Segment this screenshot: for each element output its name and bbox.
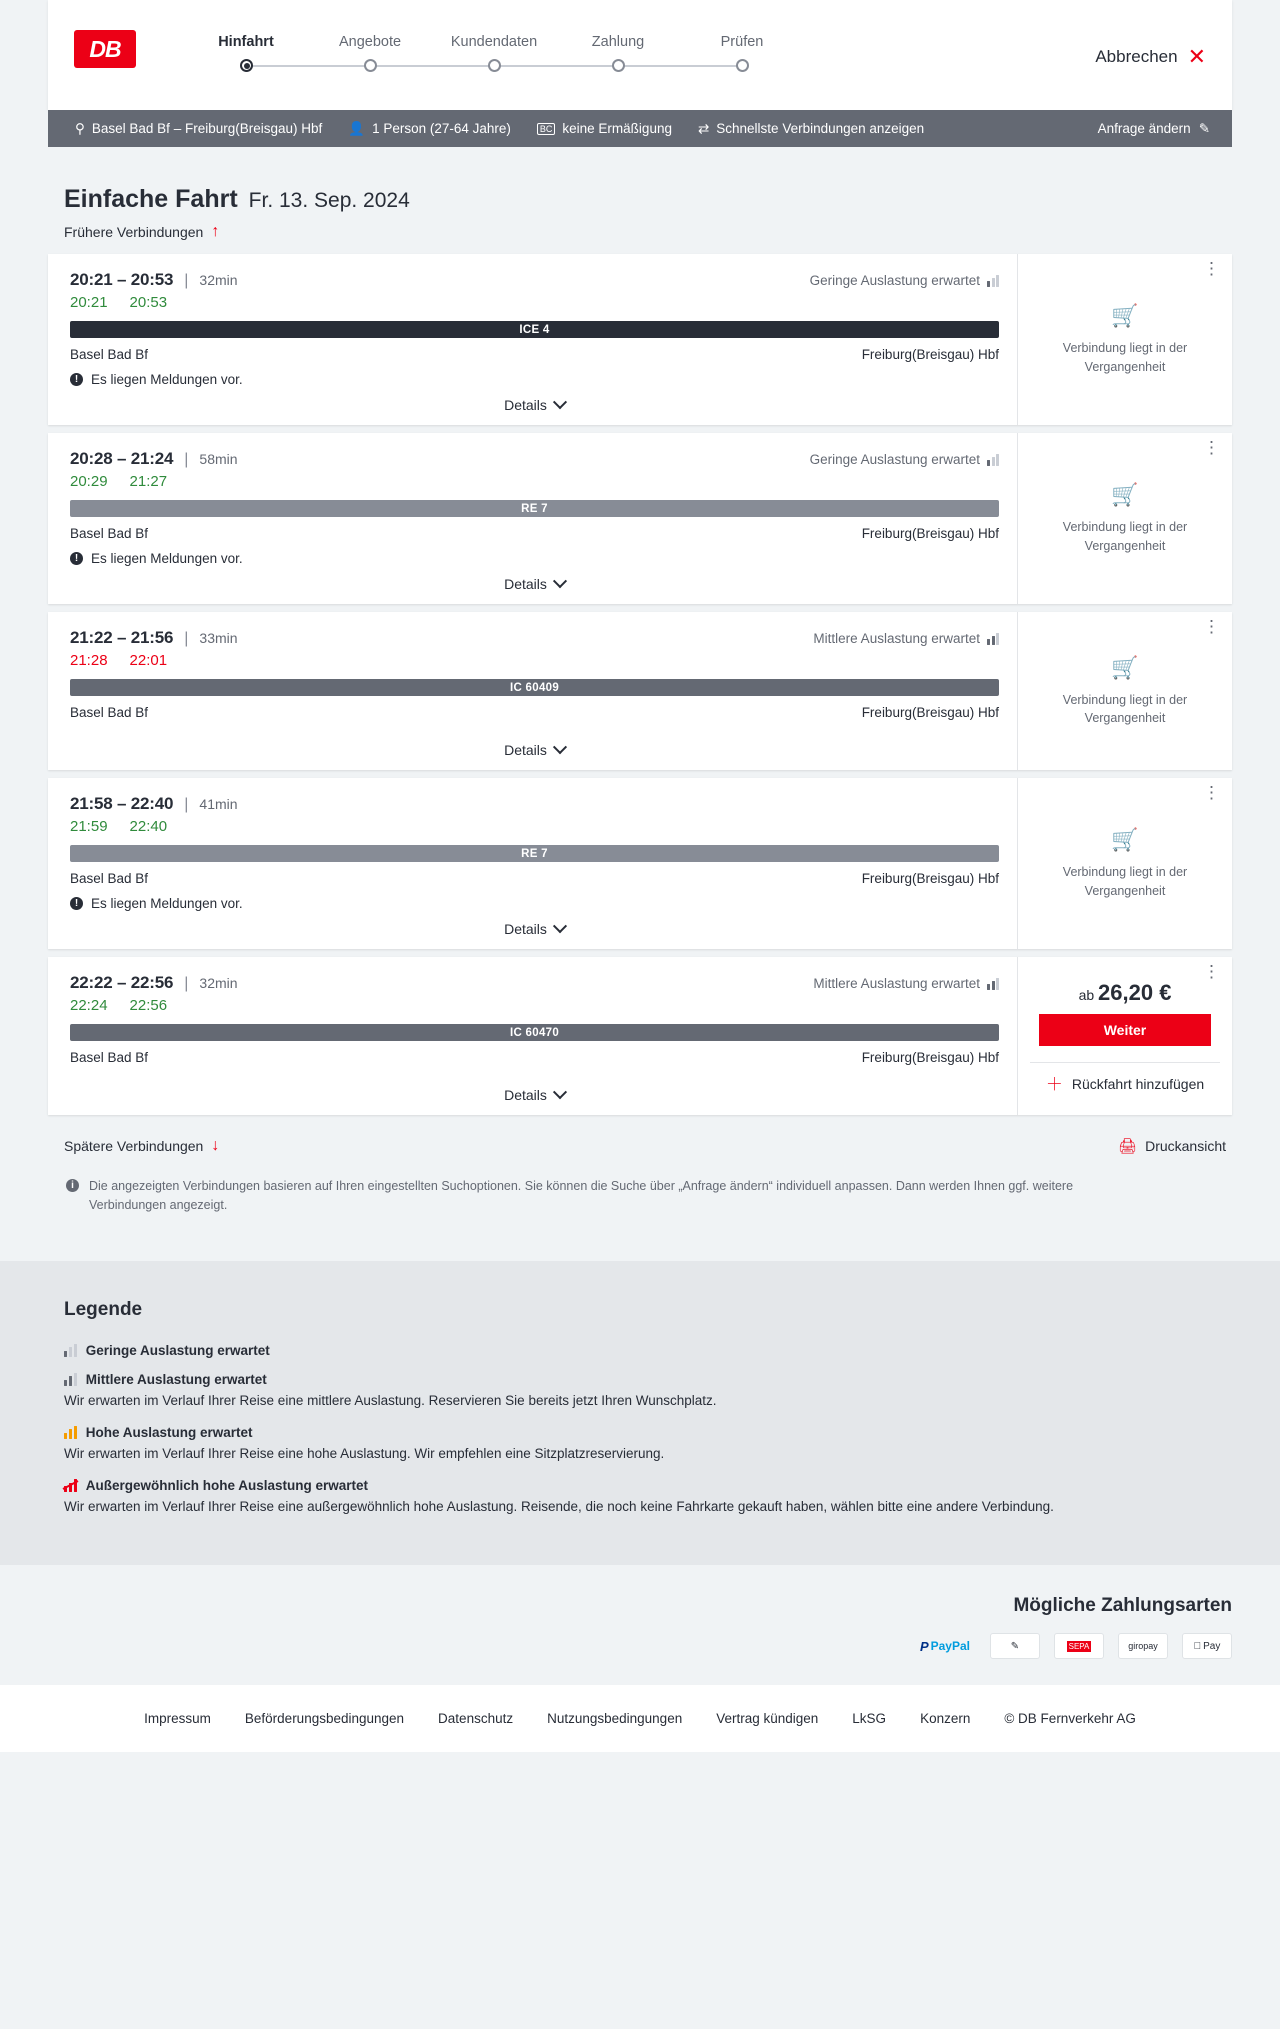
departure-actual-time: 20:29 <box>70 473 108 490</box>
connection-card[interactable] <box>48 957 1232 1115</box>
price-prefix: ab <box>1078 986 1095 1003</box>
cart-icon: 🛒 <box>1111 303 1139 329</box>
connection-side-panel <box>1017 254 1232 425</box>
train-label: IC 60409 <box>509 681 560 694</box>
legend-item-high <box>64 1425 1232 1464</box>
cancel-label: Abbrechen <box>1095 47 1178 66</box>
connection-side-panel <box>1017 433 1232 604</box>
planned-times: 22:22 – 22:56 <box>70 973 174 992</box>
step-zahlung[interactable] <box>556 34 680 80</box>
arrow-up-icon: ↑ <box>211 223 220 240</box>
summary-discount[interactable] <box>524 121 685 136</box>
close-icon: ✕ <box>1187 44 1206 69</box>
details-toggle[interactable] <box>70 742 999 758</box>
summary-route[interactable] <box>62 121 335 137</box>
payment-icons <box>48 1633 1232 1659</box>
utilization-indicator <box>810 452 999 467</box>
destination-station: Freiburg(Breisgau) Hbf <box>861 705 999 720</box>
later-connections-label: Spätere Verbindungen <box>64 1138 204 1154</box>
train-label: ICE 4 <box>519 323 550 336</box>
past-connection-label: Verbindung liegt in der Vergangenheit <box>1062 341 1188 374</box>
legend-item-label: Hohe Auslastung erwartet <box>85 1424 253 1440</box>
duration-label: 58min <box>199 451 238 467</box>
notice-label: Es liegen Meldungen vor. <box>91 551 243 566</box>
connection-side-panel <box>1017 778 1232 949</box>
train-label: RE 7 <box>521 502 548 515</box>
step-label: Prüfen <box>720 34 764 50</box>
footer-link-impressum[interactable]: Impressum <box>144 1711 211 1727</box>
origin-station: Basel Bad Bf <box>70 871 149 886</box>
departure-actual-time: 21:28 <box>70 652 108 669</box>
step-hinfahrt[interactable] <box>184 34 308 80</box>
print-view-label: Druckansicht <box>1145 1138 1226 1154</box>
planned-times: 20:21 – 20:53 <box>70 270 174 289</box>
exclamation-icon: ! <box>70 373 83 386</box>
step-dot <box>488 59 501 72</box>
divider: | <box>184 975 189 992</box>
step-label: Zahlung <box>591 34 645 50</box>
destination-station: Freiburg(Breisgau) Hbf <box>861 526 999 541</box>
divider: | <box>184 451 189 468</box>
origin-station: Basel Bad Bf <box>70 1050 149 1065</box>
summary-passengers[interactable] <box>335 121 524 137</box>
summary-route-label: Basel Bad Bf – Freiburg(Breisgau) Hbf <box>91 121 323 136</box>
step-dot <box>736 59 749 72</box>
legend-item-head <box>64 1343 1232 1358</box>
step-label: Hinfahrt <box>218 34 274 50</box>
connection-details <box>52 433 1017 604</box>
arrival-actual-time: 22:40 <box>129 818 168 835</box>
connection-time-row <box>70 270 999 290</box>
footer-links <box>48 1711 1232 1726</box>
details-label: Details <box>504 742 547 758</box>
step-connector <box>618 65 742 67</box>
train-bar <box>70 1024 999 1041</box>
list-footer <box>48 1123 1232 1155</box>
train-bar <box>70 845 999 862</box>
utilization-bars-icon <box>987 275 999 287</box>
earlier-connections-button[interactable] <box>48 214 1232 254</box>
divider: | <box>184 796 189 813</box>
connection-card[interactable] <box>48 612 1232 770</box>
payment-methods-section <box>0 1565 1280 1685</box>
footer-link-lksg[interactable]: LkSG <box>852 1711 887 1727</box>
utilization-indicator <box>810 273 999 288</box>
more-options-button[interactable]: ⋮ <box>1203 962 1220 981</box>
footer-copyright: © DB Fernverkehr AG <box>1004 1711 1136 1727</box>
exclamation-icon: ! <box>70 552 83 565</box>
footer-link-konzern[interactable]: Konzern <box>920 1711 971 1727</box>
connection-card[interactable] <box>48 254 1232 425</box>
later-connections-button[interactable] <box>64 1138 219 1154</box>
legend-item-head <box>64 1425 1232 1440</box>
connection-card[interactable] <box>48 778 1232 949</box>
page-title-date: Fr. 13. Sep. 2024 <box>248 189 410 212</box>
details-label: Details <box>504 1087 547 1103</box>
legend-item-head <box>64 1478 1232 1493</box>
cancel-button[interactable] <box>1095 46 1206 68</box>
step-kundendaten[interactable] <box>432 34 556 80</box>
cart-icon: 🛒 <box>1111 482 1139 508</box>
more-options-button[interactable]: ⋮ <box>1203 783 1220 802</box>
info-icon: i <box>66 1179 79 1192</box>
origin-station: Basel Bad Bf <box>70 347 149 362</box>
actual-times-row <box>70 652 999 669</box>
train-label: IC 60470 <box>509 1026 560 1039</box>
price-row <box>1079 980 1172 1006</box>
notice-label: Es liegen Meldungen vor. <box>91 896 243 911</box>
step-connector <box>494 65 618 67</box>
step-dot <box>612 59 625 72</box>
connection-card[interactable] <box>48 433 1232 604</box>
destination-station: Freiburg(Breisgau) Hbf <box>861 1050 999 1065</box>
footer-link-nutzungsbedingungen[interactable]: Nutzungsbedingungen <box>547 1711 683 1727</box>
utilization-bars-icon <box>987 454 999 466</box>
legend-item-very-high <box>64 1478 1232 1517</box>
step-dot <box>364 59 377 72</box>
paypal-icon: P PayPal <box>919 1638 970 1654</box>
bahncard-icon: BC <box>537 123 556 135</box>
apple-pay-icon: Pay <box>1182 1633 1232 1659</box>
duration-label: 41min <box>199 796 238 812</box>
legend-item-desc: Wir erwarten im Verlauf Ihrer Reise eine außergewöhnlich hohe Auslastung. Reisende, die noch keine Fahrkarte gekauft haben, wählen bitte eine andere Verbindung. <box>64 1499 1054 1514</box>
arrival-actual-time: 22:01 <box>129 652 168 669</box>
search-hint-text: Die angezeigten Verbindungen basieren auf Ihren eingestellten Suchoptionen. Sie können die Suche über „Anfrage ändern“ individuell anpassen. Dann werden Ihnen ggf. weitere Verbindungen angezeigt. <box>89 1179 1074 1212</box>
departure-actual-time: 22:24 <box>70 997 108 1014</box>
train-label: RE 7 <box>521 847 548 860</box>
connection-details <box>52 957 1017 1115</box>
summary-discount-label: keine Ermäßigung <box>562 121 672 136</box>
actual-times-row <box>70 473 999 490</box>
connection-side-panel <box>1017 957 1232 1115</box>
earlier-connections-label: Frühere Verbindungen <box>64 224 204 240</box>
stations-row <box>70 347 999 362</box>
chevron-down-icon <box>553 574 567 588</box>
page-title-text: Einfache Fahrt <box>64 185 238 213</box>
origin-station: Basel Bad Bf <box>70 526 149 541</box>
legend-item-low <box>64 1343 1232 1358</box>
db-logo <box>74 30 136 68</box>
past-connection-label: Verbindung liegt in der Vergangenheit <box>1062 865 1188 898</box>
connection-time-row <box>70 449 999 469</box>
details-toggle[interactable] <box>70 921 999 937</box>
summary-fastest[interactable] <box>685 121 937 137</box>
stations-row <box>70 705 999 720</box>
train-bar <box>70 679 999 696</box>
summary-passengers-label: 1 Person (27-64 Jahre) <box>372 121 511 136</box>
details-toggle[interactable] <box>70 576 999 592</box>
step-pruefen[interactable] <box>680 34 804 80</box>
step-dot <box>240 59 253 72</box>
footer-link-vertrag-kuendigen[interactable]: Vertrag kündigen <box>716 1711 819 1727</box>
legend-item-label: Mittlere Auslastung erwartet <box>85 1371 267 1387</box>
utilization-indicator <box>813 976 999 991</box>
legend-item-label: Außergewöhnlich hohe Auslastung erwartet <box>85 1478 369 1493</box>
add-return-trip-button[interactable] <box>1030 1062 1220 1093</box>
past-connection-label: Verbindung liegt in der Vergangenheit <box>1062 692 1188 725</box>
utilization-label: Mittlere Auslastung erwartet <box>813 976 980 991</box>
payment-methods-title: Mögliche Zahlungsarten <box>1013 1595 1232 1617</box>
page-title <box>48 147 1232 214</box>
divider: | <box>184 272 189 289</box>
location-pin-icon: ⚲ <box>75 120 85 136</box>
cart-icon: 🛒 <box>1111 827 1139 853</box>
train-bar <box>70 500 999 517</box>
footer-link-befoerderungsbedingungen[interactable]: Beförderungsbedingungen <box>244 1711 405 1727</box>
legend-section <box>0 1261 1280 1566</box>
main-content <box>48 147 1232 1215</box>
connection-time-row <box>70 628 999 648</box>
connection-details <box>52 612 1017 770</box>
utilization-bars-icon <box>987 978 999 990</box>
details-toggle[interactable] <box>70 397 999 413</box>
direct-debit-icon: ✎ <box>990 1633 1040 1659</box>
departure-actual-time: 21:59 <box>70 818 108 835</box>
duration-label: 32min <box>199 975 238 991</box>
step-label: Angebote <box>338 34 402 50</box>
legend-item-desc: Wir erwarten im Verlauf Ihrer Reise eine mittlere Auslastung. Reservieren Sie bereits jetzt Ihren Wunschplatz. <box>64 1392 717 1408</box>
connection-details <box>52 778 1017 949</box>
exclamation-icon: ! <box>70 897 83 910</box>
swap-arrows-icon: ⇄ <box>697 120 710 136</box>
utilization-label: Mittlere Auslastung erwartet <box>813 631 980 646</box>
utilization-bars-crossed-icon <box>64 1479 77 1492</box>
connection-notice <box>70 551 999 566</box>
step-connector <box>370 65 494 67</box>
app-header <box>48 0 1232 110</box>
connection-side-panel <box>1017 612 1232 770</box>
divider: | <box>184 630 189 647</box>
edit-search-button[interactable] <box>1098 121 1218 137</box>
planned-times: 21:58 – 22:40 <box>70 794 174 813</box>
chevron-down-icon <box>553 395 567 409</box>
notice-label: Es liegen Meldungen vor. <box>91 372 243 387</box>
legend-item-desc: Wir erwarten im Verlauf Ihrer Reise eine hohe Auslastung. Wir empfehlen eine Sitzplatzreservierung. <box>64 1445 665 1461</box>
arrival-actual-time: 22:56 <box>129 997 168 1014</box>
checkout-stepper <box>184 34 804 80</box>
chevron-down-icon <box>553 919 567 933</box>
arrival-actual-time: 21:27 <box>129 473 168 490</box>
utilization-bars-icon <box>64 1426 77 1439</box>
details-label: Details <box>504 397 547 413</box>
destination-station: Freiburg(Breisgau) Hbf <box>861 871 999 886</box>
stations-row <box>70 1050 999 1065</box>
legend-item-label: Geringe Auslastung erwartet <box>85 1342 270 1358</box>
chevron-down-icon <box>553 740 567 754</box>
search-summary-bar <box>48 110 1232 147</box>
planned-times: 20:28 – 21:24 <box>70 449 174 468</box>
sepa-icon: SEPA <box>1054 1633 1104 1659</box>
step-angebote[interactable] <box>308 34 432 80</box>
step-label: Kundendaten <box>450 34 538 50</box>
pencil-icon: ✎ <box>1198 120 1210 136</box>
duration-label: 33min <box>199 630 238 646</box>
departure-actual-time: 20:21 <box>70 294 108 311</box>
continue-button[interactable]: Weiter <box>1039 1014 1211 1046</box>
price-value: 26,20 € <box>1098 979 1172 1005</box>
person-icon: 👤 <box>348 120 366 136</box>
actual-times-row <box>70 818 999 835</box>
more-options-button[interactable]: ⋮ <box>1203 617 1220 636</box>
footer-link-datenschutz[interactable]: Datenschutz <box>438 1711 514 1727</box>
step-dot-wrap <box>184 50 308 80</box>
actual-times-row <box>70 997 999 1014</box>
plus-icon: ＋ <box>1045 1074 1063 1094</box>
page-footer <box>0 1685 1280 1752</box>
connection-time-row <box>70 973 999 993</box>
utilization-label: Geringe Auslastung erwartet <box>809 273 980 288</box>
add-return-trip-label: Rückfahrt hinzufügen <box>1071 1076 1205 1092</box>
connection-time-row <box>70 794 999 814</box>
legend-item-head <box>64 1372 1232 1387</box>
utilization-bars-icon <box>64 1373 77 1386</box>
step-connector <box>246 65 370 67</box>
stations-row <box>70 871 999 886</box>
db-logo-text: DB <box>89 35 121 62</box>
utilization-indicator <box>813 631 999 646</box>
details-toggle[interactable] <box>70 1087 999 1103</box>
utilization-label: Geringe Auslastung erwartet <box>809 452 980 467</box>
details-label: Details <box>504 921 547 937</box>
connection-details <box>52 254 1017 425</box>
utilization-bars-icon <box>987 633 999 645</box>
origin-station: Basel Bad Bf <box>70 705 149 720</box>
legend-item-mid <box>64 1372 1232 1411</box>
connection-notice <box>70 372 999 387</box>
connection-notice <box>70 896 999 911</box>
planned-times: 21:22 – 21:56 <box>70 628 174 647</box>
train-bar <box>70 321 999 338</box>
search-hint <box>48 1155 1232 1215</box>
past-connection-label: Verbindung liegt in der Vergangenheit <box>1062 520 1188 553</box>
arrival-actual-time: 20:53 <box>129 294 168 311</box>
printer-icon: 🖨 <box>1118 1138 1138 1155</box>
utilization-bars-icon <box>64 1344 77 1357</box>
giropay-icon: giropay <box>1118 1633 1168 1659</box>
cart-icon: 🛒 <box>1111 654 1139 680</box>
actual-times-row <box>70 294 999 311</box>
legend-title: Legende <box>64 1298 143 1320</box>
chevron-down-icon <box>553 1085 567 1099</box>
destination-station: Freiburg(Breisgau) Hbf <box>861 347 999 362</box>
more-options-button[interactable]: ⋮ <box>1203 259 1220 278</box>
edit-search-label: Anfrage ändern <box>1097 121 1191 136</box>
print-view-button[interactable] <box>1118 1137 1232 1155</box>
details-label: Details <box>504 576 547 592</box>
more-options-button[interactable]: ⋮ <box>1203 438 1220 457</box>
summary-fastest-label: Schnellste Verbindungen anzeigen <box>716 121 925 136</box>
stations-row <box>70 526 999 541</box>
duration-label: 32min <box>199 272 238 288</box>
arrow-down-icon: ↓ <box>211 1137 220 1154</box>
